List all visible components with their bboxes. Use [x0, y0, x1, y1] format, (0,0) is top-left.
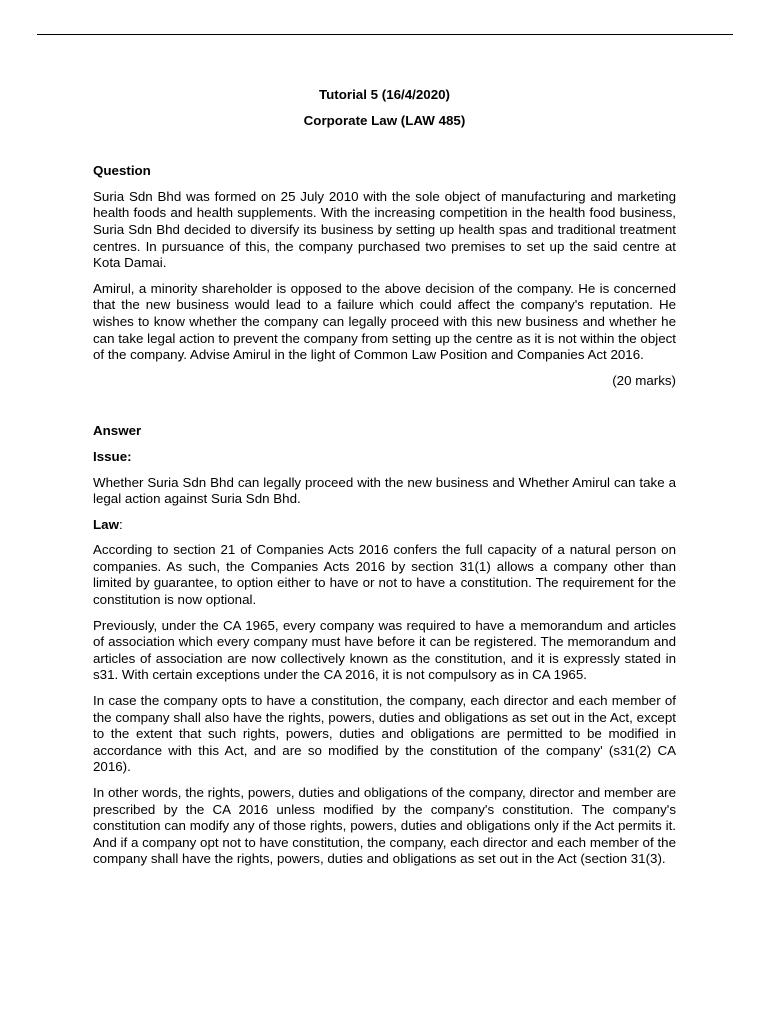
document-subtitle: Corporate Law (LAW 485): [303, 112, 466, 128]
question-heading: Question: [93, 163, 151, 179]
law-heading: [93, 517, 676, 534]
issue-heading: Issue:: [93, 448, 132, 464]
law-paragraph-4: In other words, the rights, powers, duties and obligations of the company, director and member are prescribed by the CA 2016 unless modified by the company's constitution. The company's constitution can modify any of those rights, powers, duties and obligations only if the Act permits it. And if a company opt not to have constitution, the company, each director and each member of the company shall have the rights, powers, duties and obligations as set out in the Act (section 31(3).: [93, 785, 676, 867]
question-paragraph-2: Amirul, a minority shareholder is opposed to the above decision of the company. He is concerned that the new business would lead to a failure which could affect the company's reputation. He wishes to know whether the company can legally proceed with this new business and whether he can take legal action to prevent the company from setting up the centre as it is not within the object of the company. Advise Amirul in the light of Common Law Position and Companies Act 2016.: [93, 280, 677, 363]
question-paragraph-1: Suria Sdn Bhd was formed on 25 July 2010 with the sole object of manufacturing and marketing health foods and health supplements. With the increasing competition in the health food business, Suria Sdn Bhd decided to diversify its business by setting up health spas and traditional treatment centres. In pursuance of this, the company purchased two premises to set up the said centre at Kota Damai.: [93, 188, 676, 271]
document-body: [93, 85, 676, 868]
issue-text: Whether Suria Sdn Bhd can legally proceed with the new business and Whether Amirul can take a legal action against Suria Sdn Bhd.: [93, 474, 676, 507]
law-paragraph-1: According to section 21 of Companies Acts 2016 confers the full capacity of a natural person on companies. As such, the Companies Acts 2016 by section 31(1) allows a company other than limited by guarantee, to option either to have or not to have a constitution. The requirement for the constitution is now optional.: [93, 542, 676, 608]
law-paragraph-2: Previously, under the CA 1965, every company was required to have a memorandum and articles of association which every company must have before it can be registered. The memorandum and articles of association are now collectively known as the constitution, and it is expressly stated in s31. With certain exceptions under the CA 2016, it is not compulsory as in CA 1965.: [93, 617, 676, 683]
law-paragraph-3: In case the company opts to have a constitution, the company, each director and each member of the company shall also have the rights, powers, duties and obligations as set out in the Act, except to the extent that such rights, powers, duties and obligations are permitted to be modified in accordance with this Act, and are so modified by the constitution of the company' (s31(2) CA 2016).: [93, 693, 676, 775]
question-marks: (20 marks): [612, 372, 676, 388]
document-title: Tutorial 5 (16/4/2020): [318, 87, 451, 102]
answer-heading: Answer: [93, 423, 142, 439]
law-heading-colon: :: [118, 516, 123, 532]
law-heading-label: Law: [93, 516, 119, 532]
header-rule: [37, 34, 733, 35]
